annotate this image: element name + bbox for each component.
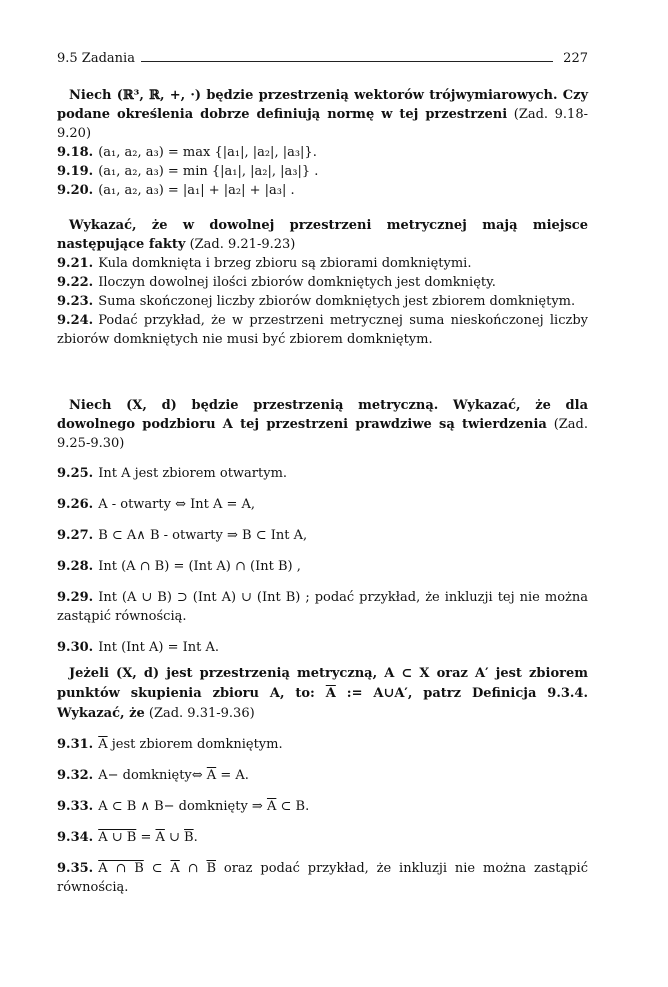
closure-exercises — [57, 664, 588, 897]
exercise-9-31: 9.31. $\overline{A}$ jest zbiorem domkniętym. — [57, 737, 283, 752]
closed-set-exercises — [57, 216, 588, 349]
closure-intro: Jeżeli (X, d) jest przestrzenią metryczną, A ⊂ X oraz A′ jest zbiorem punktów skupienia zbioru A, to: $\overline{A}$ := A∪A′, patrz Definicja 9.3.4. Wykazać, że (Zad. 9.31-9.36) — [57, 666, 588, 721]
interior-exercises — [57, 396, 588, 657]
exercise-9-35: 9.35. A ∩ B ⊂ $\overline{A}$ ∩ $\overline{B}$ oraz podać przykład, że inkluzji nie można zastąpić równością. — [57, 861, 588, 895]
exercise-9-20: 9.20. (a₁, a₂, a₃) = |a₁| + |a₂| + |a₃| . — [57, 183, 295, 198]
interior-intro: Niech (X, d) będzie przestrzenią metryczną. Wykazać, że dla dowolnego podzbioru A tej przestrzeni prawdziwe są twierdzenia (Zad. 9.25-9.30) — [57, 398, 589, 451]
exercise-9-33: 9.33. A ⊂ B ∧ B− domknięty ⇒ $\overline{A}$ ⊂ B. — [57, 799, 310, 814]
running-header — [57, 46, 588, 66]
exercise-9-22: 9.22. Iloczyn dowolnej ilości zbiorów domkniętych jest domknięty. — [57, 275, 496, 290]
exercise-9-30: 9.30. Int (Int A) = Int A. — [57, 640, 220, 655]
exercise-9-28: 9.28. Int (A ∩ B) = (Int A) ∩ (Int B) , — [57, 559, 301, 574]
exercise-9-32: 9.32. A− domknięty⇔ $\overline{A} = A$. — [57, 768, 249, 783]
exercise-9-27: 9.27. B ⊂ A∧ B - otwarty ⇒ B ⊂ Int A, — [57, 528, 308, 543]
header-rule — [141, 61, 553, 62]
exercise-9-25: 9.25. Int A jest zbiorem otwartym. — [57, 466, 288, 481]
norm-exercises — [57, 86, 588, 200]
exercise-9-26: 9.26. A - otwarty ⇔ Int A = A, — [57, 497, 256, 512]
exercise-9-34: 9.34. A ∪ $B = \overline{A}$ ∪ $\overline{B}$. — [57, 830, 198, 845]
exercise-9-19: 9.19. (a₁, a₂, a₃) = min {|a₁|, |a₂|, |a₃|} . — [57, 164, 319, 179]
exercise-9-23: 9.23. Suma skończonej liczby zbiorów domkniętych jest zbiorem domkniętym. — [57, 294, 576, 309]
norm-intro: Niech (ℝ³, ℝ, +, ·) będzie przestrzenią wektorów trójwymiarowych. Czy podane określenia dobrze definiują normę w tej przestrzeni (Zad. 9.18-9.20) — [57, 88, 588, 141]
exercise-9-29: 9.29. Int (A ∪ B) ⊃ (Int A) ∪ (Int B) ; podać przykład, że inkluzji tej nie można zastąpić równością. — [57, 590, 588, 624]
page-number: 227 — [563, 51, 588, 66]
exercise-9-18: 9.18. (a₁, a₂, a₃) = max {|a₁|, |a₂|, |a₃|}. — [57, 145, 317, 160]
exercise-9-21: 9.21. Kula domknięta i brzeg zbioru są zbiorami domkniętymi. — [57, 256, 472, 271]
exercise-9-24: 9.24. Podać przykład, że w przestrzeni metrycznej suma nieskończonej liczby zbiorów domkniętych nie musi być zbiorem domkniętym. — [57, 313, 588, 347]
section-title: 9.5 Zadania — [57, 51, 135, 66]
closed-set-intro: Wykazać, że w dowolnej przestrzeni metrycznej mają miejsce następujące fakty (Zad. 9.21-9.23) — [57, 218, 588, 252]
